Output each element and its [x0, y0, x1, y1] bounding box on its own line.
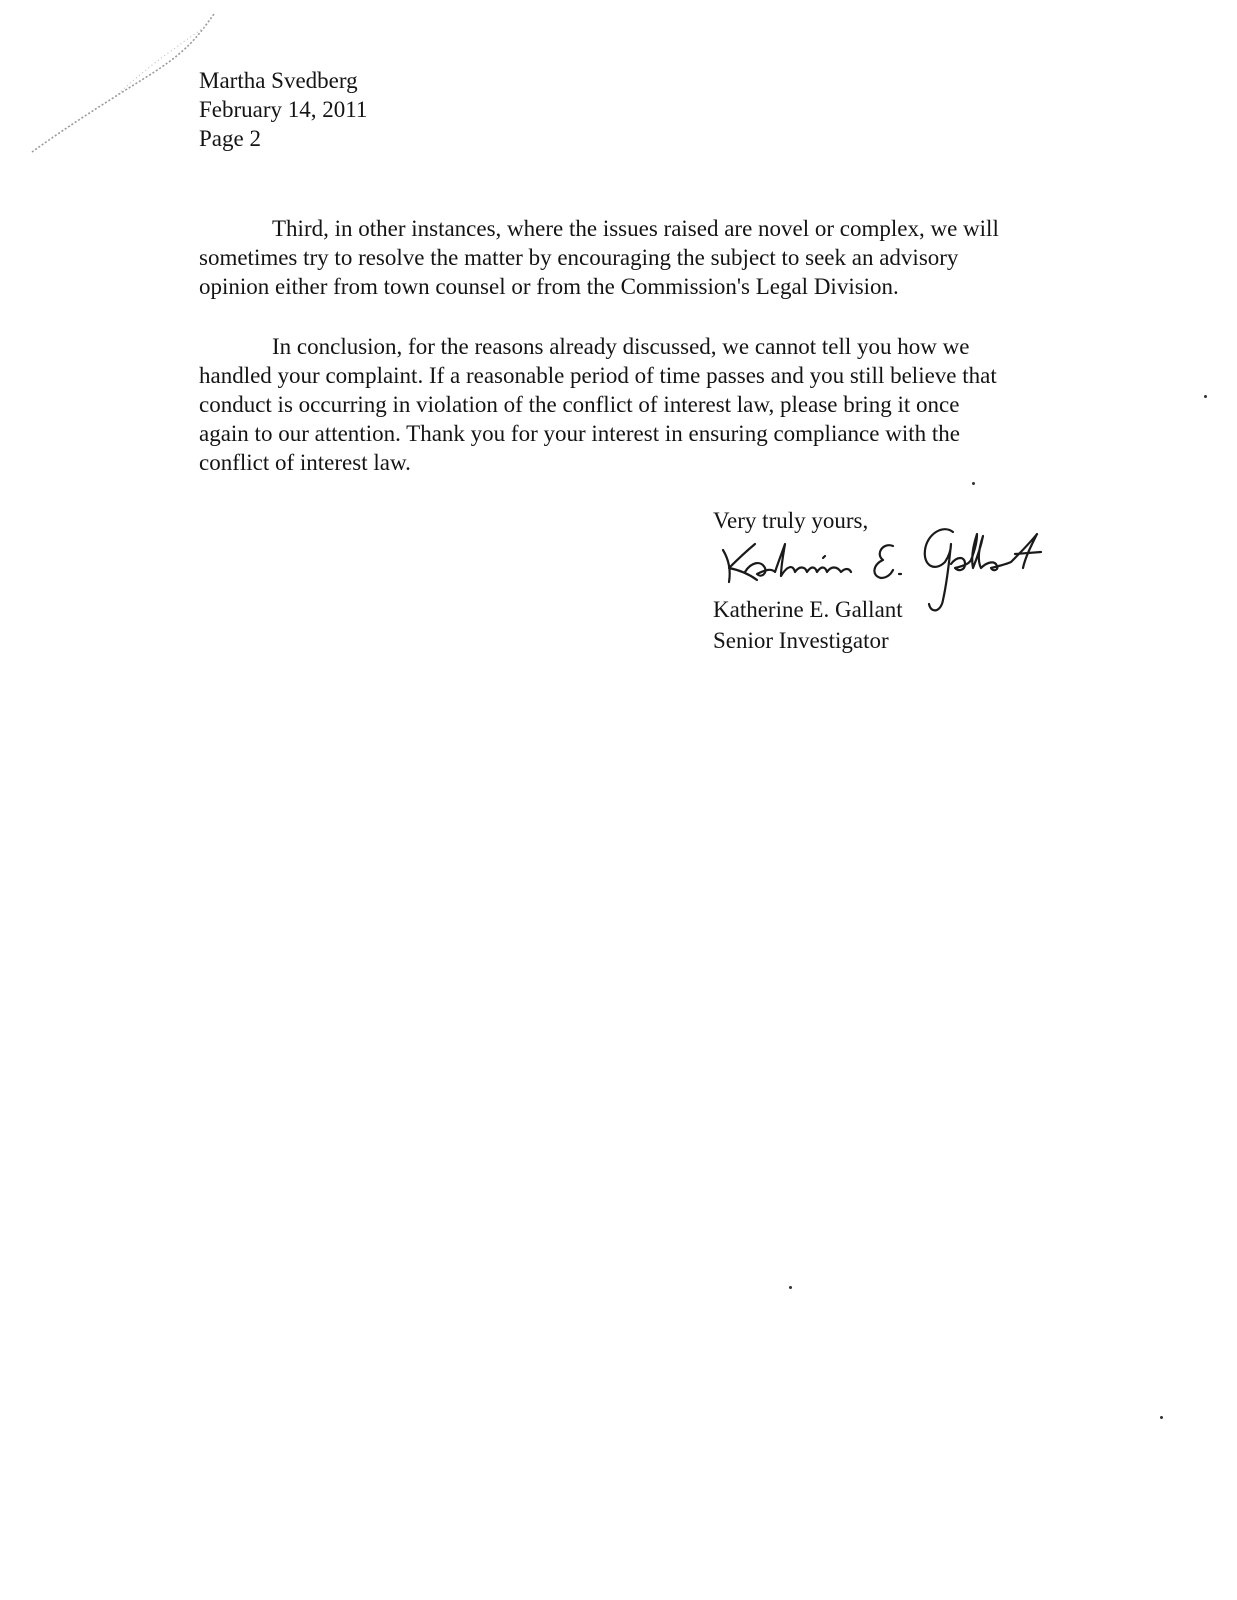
paragraph-line: sometimes try to resolve the matter by encouraging the subject to seek an advisory [199, 245, 959, 270]
signer-name: Katherine E. Gallant [713, 597, 903, 622]
paragraph-line: conflict of interest law. [199, 450, 411, 475]
page-number: Page 2 [199, 126, 261, 151]
scan-speck [1204, 395, 1207, 398]
closing-salutation: Very truly yours, [713, 508, 869, 533]
paragraph-line: conduct is occurring in violation of the conflict of interest law, please bring it once [199, 392, 960, 417]
signer-title: Senior Investigator [713, 628, 889, 653]
paragraph-line: In conclusion, for the reasons already discussed, we cannot tell you how we [272, 334, 970, 359]
scan-speck [789, 1286, 792, 1289]
scan-speck [1160, 1416, 1163, 1419]
recipient-name: Martha Svedberg [199, 68, 358, 93]
scan-speck [972, 482, 975, 485]
letter-header [199, 66, 367, 153]
letter-date: February 14, 2011 [199, 97, 368, 122]
paragraph-line: handled your complaint. If a reasonable period of time passes and you still believe that [199, 363, 997, 388]
body-paragraph [199, 214, 1079, 301]
paragraph-line: again to our attention. Thank you for your interest in ensuring compliance with the [199, 421, 960, 446]
signer-block [713, 594, 903, 656]
scan-streak-artifact [28, 6, 218, 156]
paragraph-line: Third, in other instances, where the issues raised are novel or complex, we will [272, 216, 999, 241]
body-paragraph [199, 332, 1079, 477]
paragraph-line: opinion either from town counsel or from the Commission's Legal Division. [199, 274, 899, 299]
